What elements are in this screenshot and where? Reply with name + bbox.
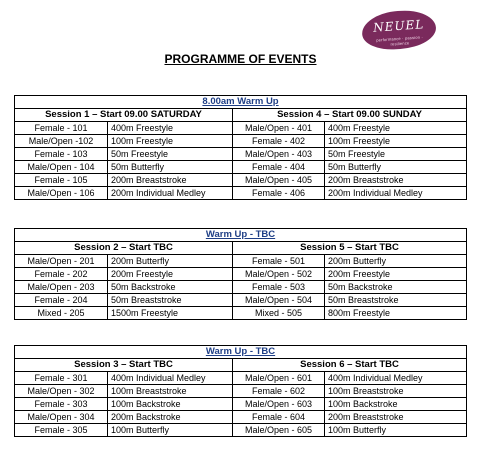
event-name-left: 200m Individual Medley [108, 187, 233, 200]
logo-tagline: performance · passion · resilience [376, 34, 424, 47]
event-name-right: 200m Individual Medley [325, 187, 467, 200]
event-name-right: 800m Freestyle [325, 307, 467, 320]
session-heading-row [15, 109, 467, 122]
warmup-row [15, 229, 467, 242]
event-row [15, 135, 467, 148]
event-name-right: 200m Breaststroke [325, 174, 467, 187]
event-name-right: 200m Freestyle [325, 268, 467, 281]
session-heading-row [15, 242, 467, 255]
event-name-right: 100m Butterfly [325, 424, 467, 437]
event-code-left: Female - 101 [15, 122, 108, 135]
event-code-left: Male/Open -102 [15, 135, 108, 148]
event-name-left: 100m Backstroke [108, 398, 233, 411]
event-code-right: Mixed - 505 [233, 307, 325, 320]
event-name-right: 50m Backstroke [325, 281, 467, 294]
event-code-left: Male/Open - 304 [15, 411, 108, 424]
event-code-left: Mixed - 205 [15, 307, 108, 320]
event-row [15, 161, 467, 174]
event-row [15, 174, 467, 187]
event-name-right: 400m Individual Medley [325, 372, 467, 385]
session-heading-row [15, 359, 467, 372]
event-name-left: 100m Freestyle [108, 135, 233, 148]
event-name-left: 200m Freestyle [108, 268, 233, 281]
event-row [15, 122, 467, 135]
warmup-label: Warm Up - TBC [15, 346, 467, 359]
event-name-left: 50m Freestyle [108, 148, 233, 161]
logo-wordmark: NEUEL [372, 17, 425, 35]
event-code-right: Male/Open - 605 [233, 424, 325, 437]
session-heading-left: Session 1 – Start 09.00 SATURDAY [15, 109, 233, 122]
event-name-left: 200m Backstroke [108, 411, 233, 424]
event-name-left: 400m Individual Medley [108, 372, 233, 385]
event-code-left: Female - 301 [15, 372, 108, 385]
event-name-right: 200m Breaststroke [325, 411, 467, 424]
event-row [15, 307, 467, 320]
event-name-right: 400m Freestyle [325, 122, 467, 135]
event-name-left: 1500m Freestyle [108, 307, 233, 320]
club-logo [361, 8, 437, 51]
event-row [15, 385, 467, 398]
session-block-weekend-1-4 [14, 95, 467, 200]
event-code-left: Male/Open - 201 [15, 255, 108, 268]
event-code-right: Female - 404 [233, 161, 325, 174]
event-row [15, 255, 467, 268]
event-row [15, 148, 467, 161]
event-name-right: 100m Backstroke [325, 398, 467, 411]
session-heading-left: Session 2 – Start TBC [15, 242, 233, 255]
session-block-3-6 [14, 345, 467, 437]
event-code-right: Female - 406 [233, 187, 325, 200]
event-code-left: Male/Open - 106 [15, 187, 108, 200]
event-name-left: 100m Butterfly [108, 424, 233, 437]
event-code-left: Female - 103 [15, 148, 108, 161]
event-code-left: Male/Open - 203 [15, 281, 108, 294]
event-row [15, 281, 467, 294]
event-name-right: 50m Butterfly [325, 161, 467, 174]
event-name-left: 50m Breaststroke [108, 294, 233, 307]
event-code-right: Male/Open - 603 [233, 398, 325, 411]
warmup-row [15, 96, 467, 109]
event-name-right: 100m Breaststroke [325, 385, 467, 398]
warmup-label: 8.00am Warm Up [15, 96, 467, 109]
event-code-right: Female - 604 [233, 411, 325, 424]
event-code-right: Male/Open - 601 [233, 372, 325, 385]
event-code-left: Female - 303 [15, 398, 108, 411]
event-row [15, 398, 467, 411]
event-name-left: 50m Backstroke [108, 281, 233, 294]
event-name-left: 50m Butterfly [108, 161, 233, 174]
event-code-left: Female - 305 [15, 424, 108, 437]
session-heading-left: Session 3 – Start TBC [15, 359, 233, 372]
event-row [15, 294, 467, 307]
event-code-right: Female - 501 [233, 255, 325, 268]
event-code-right: Female - 503 [233, 281, 325, 294]
event-code-right: Male/Open - 502 [233, 268, 325, 281]
event-code-right: Female - 402 [233, 135, 325, 148]
warmup-row [15, 346, 467, 359]
event-row [15, 372, 467, 385]
event-code-right: Male/Open - 401 [233, 122, 325, 135]
event-code-right: Male/Open - 504 [233, 294, 325, 307]
event-code-left: Male/Open - 104 [15, 161, 108, 174]
event-row [15, 187, 467, 200]
event-row [15, 424, 467, 437]
event-name-right: 50m Freestyle [325, 148, 467, 161]
session-heading-right: Session 6 – Start TBC [233, 359, 467, 372]
session-heading-right: Session 5 – Start TBC [233, 242, 467, 255]
event-name-left: 200m Breaststroke [108, 174, 233, 187]
event-name-right: 50m Breaststroke [325, 294, 467, 307]
event-row [15, 411, 467, 424]
event-name-left: 400m Freestyle [108, 122, 233, 135]
session-heading-right: Session 4 – Start 09.00 SUNDAY [233, 109, 467, 122]
event-code-left: Female - 204 [15, 294, 108, 307]
event-code-left: Female - 105 [15, 174, 108, 187]
event-code-left: Male/Open - 302 [15, 385, 108, 398]
event-name-right: 100m Freestyle [325, 135, 467, 148]
event-code-right: Male/Open - 403 [233, 148, 325, 161]
warmup-label: Warm Up - TBC [15, 229, 467, 242]
page-title: PROGRAMME OF EVENTS [164, 52, 317, 66]
event-code-right: Male/Open - 405 [233, 174, 325, 187]
event-code-left: Female - 202 [15, 268, 108, 281]
event-name-left: 100m Breaststroke [108, 385, 233, 398]
event-name-left: 200m Butterfly [108, 255, 233, 268]
event-row [15, 268, 467, 281]
event-name-right: 200m Butterfly [325, 255, 467, 268]
event-code-right: Female - 602 [233, 385, 325, 398]
session-block-2-5 [14, 228, 467, 320]
